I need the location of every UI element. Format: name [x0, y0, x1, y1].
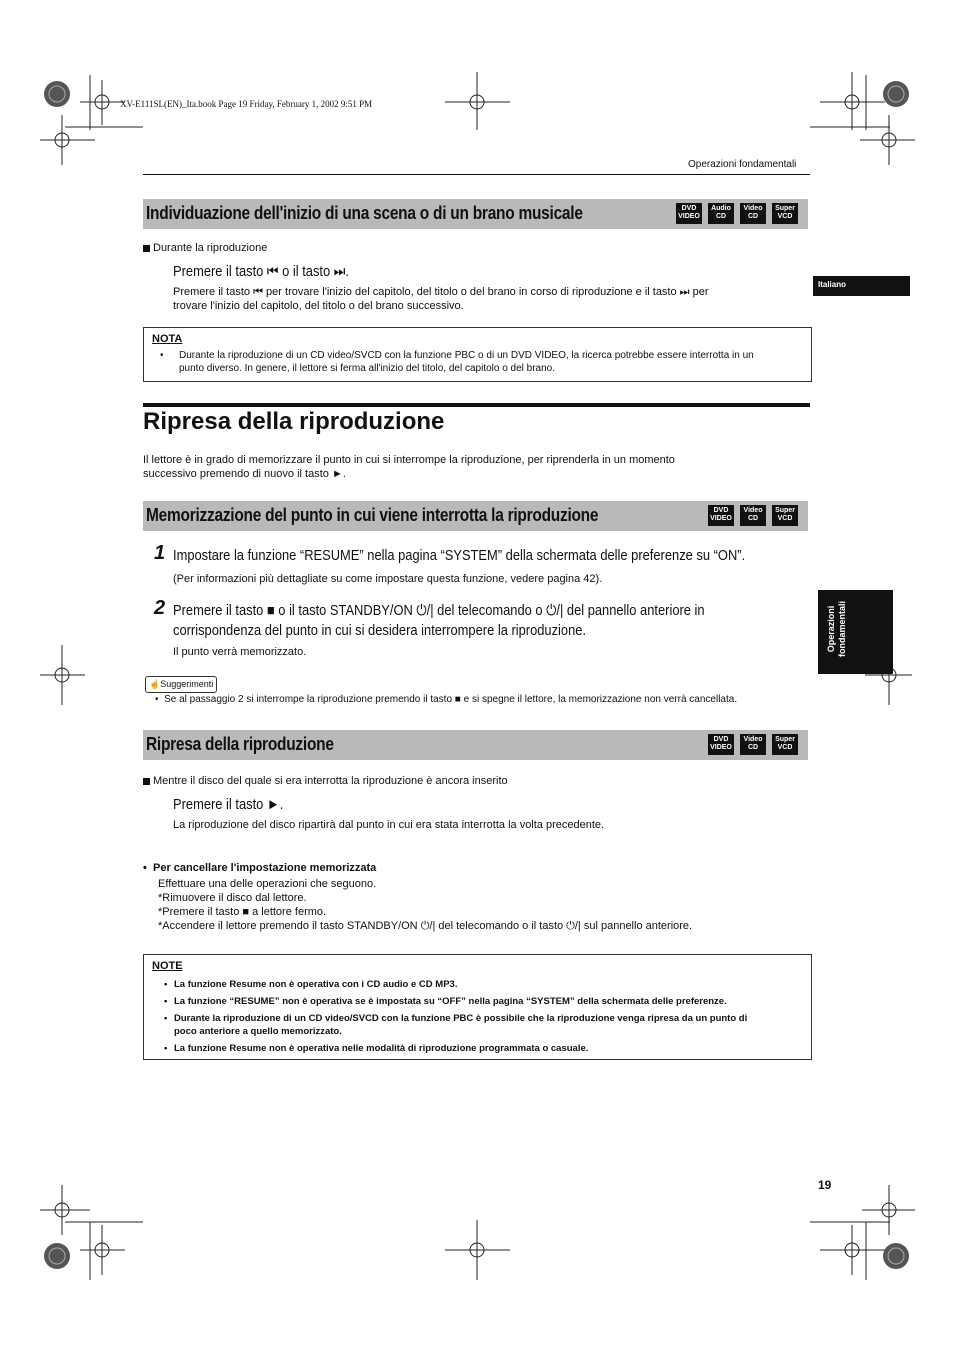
bullet-icon: •	[164, 1043, 168, 1054]
condition-text: Mentre il disco del quale si era interrotta la riproduzione è ancora inserito	[153, 775, 508, 787]
page-number: 19	[818, 1178, 832, 1192]
skip-description	[173, 285, 813, 313]
intro-paragraph	[143, 453, 675, 481]
step2-text-line2: corrispondenza del punto in cui si desidera interrompere la riproduzione.	[173, 622, 587, 639]
icon-line: DVD	[713, 736, 729, 743]
step-number: 2	[154, 597, 166, 619]
bullet-icon: •	[164, 979, 168, 990]
text: .	[345, 263, 349, 280]
text: Premere il tasto	[173, 602, 267, 619]
text: poco anteriore a quello memorizzato.	[174, 1026, 342, 1037]
page-title: Ripresa della riproduzione	[143, 408, 445, 435]
icon-line: VCD	[777, 213, 793, 220]
super-vcd-icon	[772, 505, 798, 526]
side-tab-language[interactable]	[813, 276, 910, 296]
text: per	[689, 286, 709, 298]
cancel-line: *Rimuovere il disco dal lettore.	[158, 892, 307, 904]
square-bullet-icon	[143, 245, 150, 252]
icon-line: Video	[743, 736, 763, 743]
text: La funzione Resume non è operativa nelle modalità di riproduzione programmata o casuale.	[174, 1043, 589, 1054]
section-header-memorize	[143, 501, 808, 531]
next-track-icon: ⏭	[333, 263, 346, 280]
note-box	[143, 954, 812, 1060]
text: Premere il tasto	[173, 796, 264, 813]
power-icon: ⏻/|	[566, 920, 581, 932]
instruction-skip	[173, 263, 349, 280]
text: *Accendere il lettore premendo il tasto STANDBY/ON	[158, 920, 421, 932]
note-list	[164, 978, 747, 1055]
play-icon: ►	[266, 796, 280, 813]
play-icon: ►	[331, 468, 343, 480]
icon-line: VIDEO	[678, 213, 700, 220]
cancel-line	[158, 905, 692, 919]
side-tab-chapter[interactable]	[818, 590, 893, 674]
section-header-skip	[143, 199, 808, 229]
running-head: Operazioni fondamentali	[688, 159, 797, 170]
condition-line	[143, 241, 267, 255]
note-item	[164, 995, 747, 1008]
nota-line: Durante la riproduzione di un CD video/SVCD con la funzione PBC o di un DVD VIDEO, la ricerca potrebbe essere interrotta in un	[179, 350, 754, 361]
instruction-play: Premere il tasto ►.	[173, 796, 284, 813]
icon-line: Audio	[711, 205, 731, 212]
condition-line	[143, 774, 508, 788]
note-item	[164, 1012, 747, 1038]
side-tab-line1: Operazioni	[826, 605, 836, 653]
text: del telecomando o	[433, 602, 547, 619]
cancel-title	[143, 861, 692, 875]
icon-line: CD	[747, 515, 759, 522]
next-track-icon: ⏭	[679, 286, 690, 298]
step2-text	[173, 602, 705, 619]
bullet-icon: •	[160, 350, 164, 361]
step2-note: Il punto verrà memorizzato.	[173, 646, 307, 658]
icon-line: CD	[715, 213, 727, 220]
side-tab-line2: fondamentali	[837, 601, 847, 658]
stop-icon: ■	[454, 694, 461, 705]
icon-line: Video	[743, 507, 763, 514]
tip-item	[155, 694, 737, 705]
square-bullet-icon	[143, 778, 150, 785]
text: o il tasto STANDBY/ON	[274, 602, 417, 619]
text: Durante la riproduzione di un CD video/SVCD con la funzione PBC è possibile che la riproduzione venga ripresa da un punto di	[174, 1013, 748, 1024]
text: Per cancellare l'impostazione memorizzata	[152, 862, 377, 874]
title-rule	[143, 403, 810, 407]
text: a lettore fermo.	[249, 906, 327, 918]
cancel-line: Effettuare una delle operazioni che seguono.	[158, 878, 377, 890]
video-cd-icon	[740, 734, 766, 755]
text: successivo premendo di nuovo il tasto	[143, 468, 329, 480]
prev-track-icon: ⏮	[253, 286, 263, 298]
resume-description: La riproduzione del disco ripartirà dal punto in cui era stata interrotta la volta precedente.	[173, 819, 605, 831]
text: La funzione Resume non è operativa con i CD audio e CD MP3.	[174, 979, 458, 990]
intro-line: Il lettore è in grado di memorizzare il punto in cui si interrompe la riproduzione, per riprenderla in un momento	[143, 454, 675, 466]
tips-badge	[145, 676, 217, 693]
text: sul pannello anteriore.	[580, 920, 693, 932]
icon-line: CD	[747, 213, 759, 220]
text: Premere il tasto	[173, 286, 254, 298]
icon-line: DVD	[713, 507, 729, 514]
dvd-video-icon	[708, 505, 734, 526]
icon-line: Video	[743, 205, 763, 212]
side-tab-chapter-label	[826, 593, 848, 665]
stop-icon: ■	[242, 906, 250, 918]
icon-line: VIDEO	[710, 515, 732, 522]
video-cd-icon	[740, 203, 766, 224]
bullet-icon: •	[164, 996, 168, 1007]
dvd-video-icon	[676, 203, 702, 224]
power-icon: ⏻/|	[416, 602, 434, 619]
cancel-block	[143, 861, 692, 933]
bullet-icon: •	[155, 694, 159, 705]
text: o il tasto	[278, 263, 334, 280]
power-icon: ⏻/|	[420, 920, 436, 932]
power-icon: ⏻/|	[546, 602, 564, 619]
super-vcd-icon	[772, 734, 798, 755]
step1-text: Impostare la funzione “RESUME” nella pagina “SYSTEM” della schermata delle preferenze su “ON”.	[173, 547, 746, 564]
tips-label: Suggerimenti	[160, 679, 214, 689]
nota-item	[160, 349, 754, 375]
note-item	[164, 978, 747, 991]
stop-icon: ■	[266, 602, 275, 619]
icon-line: Super	[775, 736, 795, 743]
step1-note: (Per informazioni più dettagliate su come impostare questa funzione, vedere pagina 42).	[173, 573, 603, 585]
section-title: Ripresa della riproduzione	[146, 734, 334, 754]
text: del pannello anteriore in	[563, 602, 705, 619]
intro-line: successivo premendo di nuovo il tasto ►.	[143, 468, 346, 480]
nota-box	[143, 327, 812, 382]
text: Se al passaggio 2 si interrompe la riproduzione premendo il tasto	[164, 694, 455, 705]
icon-line: DVD	[681, 205, 697, 212]
step-number: 1	[154, 542, 166, 564]
icon-line: Super	[775, 507, 795, 514]
file-header: XV-E111SL(EN)_Ita.book Page 19 Friday, February 1, 2002 9:51 PM	[120, 99, 373, 109]
text: per trovare l'inizio del capitolo, del titolo o del brano in corso di riproduzione e il tasto	[263, 286, 680, 298]
audio-cd-icon	[708, 203, 734, 224]
cancel-line	[158, 919, 692, 933]
text: del telecomando o il tasto	[435, 920, 567, 932]
section-title: Memorizzazione del punto in cui viene interrotta la riproduzione	[146, 505, 599, 525]
text: *Premere il tasto	[158, 906, 243, 918]
note-item	[164, 1042, 747, 1055]
text: Premere il tasto	[173, 263, 267, 280]
text: La funzione “RESUME” non è operativa se è impostata su “OFF” nella pagina “SYSTEM” della schermata delle preferenze.	[174, 996, 727, 1007]
side-tab-language-label: Italiano	[818, 280, 847, 289]
nota-label: NOTA	[152, 333, 183, 345]
desc-line: trovare l'inizio del capitolo, del titolo o del brano successivo.	[173, 300, 464, 312]
bullet-icon: •	[164, 1013, 168, 1024]
hand-icon: ☝	[149, 679, 161, 689]
icon-line: VIDEO	[710, 744, 732, 751]
desc-line	[173, 285, 813, 299]
icon-line: VCD	[777, 515, 793, 522]
section-title: Individuazione dell'inizio di una scena o di un brano musicale	[146, 203, 583, 223]
section-header-resume	[143, 730, 808, 760]
header-rule	[143, 174, 810, 175]
icon-line: VCD	[777, 744, 793, 751]
note-label: NOTE	[152, 960, 183, 972]
super-vcd-icon	[772, 203, 798, 224]
icon-line: CD	[747, 744, 759, 751]
nota-line: punto diverso. In genere, il lettore si ferma all'inizio del titolo, del capitolo o del brano.	[179, 363, 556, 374]
bullet-icon: •	[143, 862, 147, 874]
dvd-video-icon	[708, 734, 734, 755]
text: e si spegne il lettore, la memorizzazione non verrà cancellata.	[460, 694, 738, 705]
prev-track-icon: ⏮	[266, 263, 279, 280]
video-cd-icon	[740, 505, 766, 526]
condition-text: Durante la riproduzione	[153, 242, 268, 254]
icon-line: Super	[775, 205, 795, 212]
